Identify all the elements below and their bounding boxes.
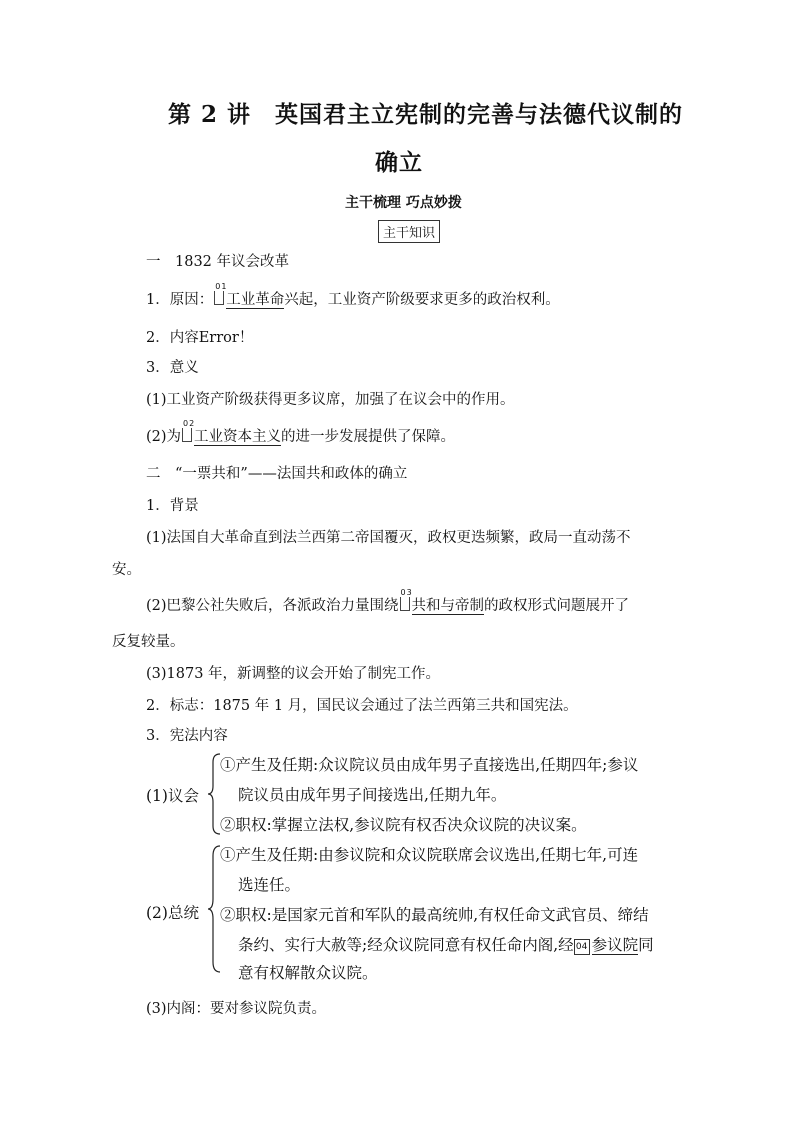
president-label: (2)总统	[146, 904, 199, 922]
sec1-cause-prefix: 1．原因：	[146, 292, 214, 308]
sec1-cause-rest: 兴起，工业资产阶级要求更多的政治权利。	[284, 292, 560, 308]
president-item2a: ②职权:是国家元首和军队的最高统帅,有权任命文武官员、缔结	[220, 906, 649, 924]
page-title-line1: 第 2 讲 英国君主立宪制的完善与法德代议制的	[168, 101, 684, 128]
parliament-item2: ②职权:掌握立法权,参议院有权否决众议院的决议案。	[220, 816, 587, 834]
sec1-cause	[146, 288, 560, 309]
sec2-bg-2-rest: 的政权形式问题展开了	[484, 598, 630, 614]
president-item1a: ①产生及任期:由参议院和众议院联席会议选出,任期七年,可连	[220, 846, 639, 864]
sec2-bg-2-prefix: (2)巴黎公社失败后，各派政治力量围绕	[146, 598, 399, 614]
sec1-meaning-2	[146, 425, 455, 446]
sec2-background: 1．背景	[146, 498, 199, 514]
president-item2b	[238, 933, 654, 955]
sec1-meaning-2-prefix: (2)为	[146, 429, 182, 445]
sec1-content: 2．内容Error！	[146, 330, 254, 346]
president-item2c: 意有权解散众议院。	[238, 964, 378, 982]
sec2-bg-1b: 安。	[112, 562, 141, 578]
parliament-label: (1)议会	[146, 787, 199, 805]
president-item2b-prefix: 条约、实行大赦等;经众议院同意有权任命内阁,经	[238, 936, 574, 954]
president-item1b: 选连任。	[238, 876, 301, 894]
sec1-meaning: 3．意义	[146, 360, 199, 376]
president-item2b-underline: 参议院	[591, 936, 639, 954]
sec2-bg-2-underline: 共和与帝制	[411, 598, 485, 614]
section2-heading: 二 “一票共和”——法国共和政体的确立	[146, 466, 408, 482]
sec2-cabinet: (3)内阁：要对参议院负责。	[146, 1001, 327, 1017]
parliament-item1a: ①产生及任期:众议院议员由成年男子直接选出,任期四年;参议	[220, 756, 639, 774]
sec2-bg-2b: 反复较量。	[112, 634, 185, 650]
sec2-bg-3: (3)1873 年，新调整的议会开始了制宪工作。	[146, 666, 441, 682]
mark-02-icon	[182, 428, 192, 442]
page-title-line2: 确立	[375, 149, 423, 176]
mark-03-icon	[400, 597, 410, 611]
president-item2b-rest: 同	[638, 936, 654, 954]
boxed-label: 主干知识	[378, 220, 440, 243]
sec2-mark: 2．标志：1875 年 1 月，国民议会通过了法兰西第三共和国宪法。	[146, 698, 578, 714]
parliament-item1b: 院议员由成年男子间接选出,任期九年。	[238, 786, 507, 804]
sec2-constitution: 3．宪法内容	[146, 728, 228, 744]
sec2-bg-2	[146, 594, 629, 615]
sec2-bg-1a: (1)法国自大革命直到法兰西第二帝国覆灭，政权更迭频繁，政局一直动荡不	[146, 530, 631, 546]
subheading: 主干梳理 巧点妙拨	[345, 195, 462, 211]
section1-heading: 一 1832 年议会改革	[146, 254, 290, 270]
sec1-meaning-1: (1)工业资产阶级获得更多议席，加强了在议会中的作用。	[146, 392, 515, 408]
mark-01-icon	[214, 291, 224, 305]
sec1-meaning-2-underline: 工业资本主义	[194, 429, 282, 445]
mark-04-icon: 04	[574, 939, 590, 955]
sec1-meaning-2-rest: 的进一步发展提供了保障。	[281, 429, 456, 445]
sec1-cause-underline: 工业革命	[226, 292, 285, 308]
